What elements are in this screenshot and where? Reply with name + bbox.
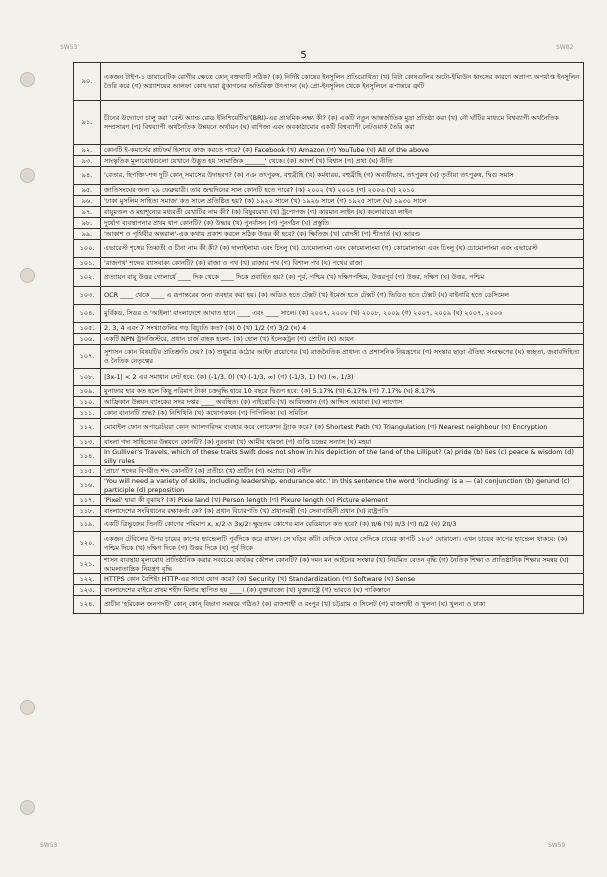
question-number: ১০৫. (74, 323, 101, 334)
question-row (74, 437, 584, 448)
question-number: ৯৮. (74, 218, 101, 229)
question-table-body (74, 63, 584, 614)
question-number: ৯৩. (74, 156, 101, 167)
question-number: ১০৩. (74, 287, 101, 305)
question-text: সুশাসন কোন বিষয়টির প্রতিশ্রুতি দেয়? (ক) শুধুমাত্র কঠোর আইন প্রয়োগের (খ) রাজনৈতিক প্রাধান্য ও প্রশাসনিক নিয়ন্ত্রণের (গ) সংস্কার ছাড়া ঐতিহ্য সংরক্ষণের (ঘ) স্বচ্ছতা, জবাবদিহিতা ও নৈতিক নেতৃত্বের (101, 345, 584, 369)
question-number: ৯১. (74, 101, 101, 145)
question-row (74, 240, 584, 258)
question-text: 'রাজপথ' শব্দের ব্যাসবাক্য কোনটি? (ক) রাজা ও পথ (খ) রাজার পথ (গ) বিশাল পথ (ঘ) পথের রাজা (101, 258, 584, 269)
question-number: ১০০. (74, 240, 101, 258)
question-text: একজন টেবিলের উপর চায়ের কাপের হ্যান্ডেলটি পূর্বদিকে করে রাখল। সে ঘড়ির কাঁটা যেদিকে ঘোরে সেদিকে চায়ের কাপটি ১৮০° ঘোরালো। এখন চায়ের কাপের হ্যান্ডেল থাকবে: (ক) পশ্চিম দিকে (খ) দক্ষিণ দিকে (গ) উত্তর দিকে (ঘ) পূর্ব দিকে (101, 532, 584, 556)
question-number: ৯৪. (74, 167, 101, 185)
question-row (74, 408, 584, 419)
question-number: ১০৬. (74, 334, 101, 345)
question-number: ১০২. (74, 269, 101, 287)
question-row (74, 477, 584, 495)
question-text: OCR ____ থেকে ____ এ রূপান্তরের জন্য ব্যবহার করা হয়। (ক) অডিও হতে টেক্সট (খ) ইমেজ হতে টেক্সট (গ) ভিডিও হতে টেক্সট (ঘ) বাইনারি হতে ডেসিমেল (101, 287, 584, 305)
question-row (74, 269, 584, 287)
hole-1 (20, 72, 35, 87)
question-text: এভারেস্ট শৃঙ্গের তিব্বতী ও চীনা নাম কী কী? (ক) দালাইলামা এবং চিংলু (খ) চোমোলাংমা এবং কোমোলাংমা (গ) কোমোলাংমা এবং চিংলু (ঘ) চোমোলাংমা এবং এভারেস্ট (101, 240, 584, 258)
question-row (74, 258, 584, 269)
question-number: ১০৮. (74, 369, 101, 386)
question-row (74, 156, 584, 167)
question-text: একটি ত্রিভুজের তিনটি কোণের পরিমাণ x, x/2 ও 3x/2। ক্ষুদ্রতম কোণের মান রেডিয়ানে কত হবে? (ক) π/6 (খ) π/3 (গ) π/2 (ঘ) 2π/3 (101, 517, 584, 532)
question-number: ১২১. (74, 556, 101, 574)
question-number: ৯৯. (74, 229, 101, 240)
question-number: ৯৫. (74, 185, 101, 196)
question-row (74, 517, 584, 532)
question-number: ১১৪. (74, 448, 101, 466)
hole-2 (20, 168, 35, 183)
question-text: 'প্রাচ্য' শব্দের বিপরীত শব্দ কোনটি? (ক) প্রতীচ্য (খ) প্রাচীন (গ) অপ্রাচ্য (ঘ) নবীন (101, 466, 584, 477)
question-text: প্রাচীন 'হরিকেল জনপদটি' কোন্ কোন্ বিভাগ সমন্বয়ে গঠিত? (ক) রাজশাহী ও রংপুর (খ) চট্টগ্রাম ও সিলেট (গ) রাজশাহী ও খুলনা (ঘ) খুলনা ও ঢাকা (101, 596, 584, 614)
question-text: চীনের উদ্যোগে চালু করা 'বেল্ট অ্যান্ড রোড ইনিশিয়েটিভ'(BRI)-এর প্রাথমিক লক্ষ্য কী? (ক) একটি নতুন আন্তর্জাতিক মুদ্রা প্রতিষ্ঠা করা (খ) নৌ ঘাঁটির মাধ্যমে বিশ্বব্যাপী অর্থনৈতিক সম্প্রসারণ (গ) বিশ্বব্যাপী অর্থনৈতিক উন্নয়নে অর্থায়ন (ঘ) বাণিজ্য এবং অবকাঠামোর একটি বিশ্বব্যাপী নেটওয়ার্ক তৈরি করা (101, 101, 584, 145)
question-number: ১১৭. (74, 495, 101, 506)
corner-code-bottom-left: SW53 (40, 842, 58, 849)
question-row (74, 323, 584, 334)
question-row (74, 466, 584, 477)
question-number: ১১২. (74, 419, 101, 437)
question-number: ১০৪. (74, 305, 101, 323)
question-row (74, 167, 584, 185)
question-number: ৯৬. (74, 196, 101, 207)
question-text: সাংস্কৃতিক মূল্যবোধগুলো যেখানে উদ্ভূত হয় 'সামাজিক ______' থেকে। (ক) আদর্শ (খ) বিশ্বাস (গ) প্রথা (ঘ) নীতি (101, 156, 584, 167)
question-row (74, 495, 584, 506)
question-text: কোন বানানটি শুদ্ধ? (ক) নিশিথিনি (খ) কথোপকথন (গ) পিপিলিকা (ঘ) সমিচিন (101, 408, 584, 419)
question-row (74, 345, 584, 369)
question-text: 'আকাশ ও পৃথিবীর অন্তরাল'-এক কথায় প্রকাশ করলে সঠিক উত্তর কী হবে? (ক) ক্ষিতিজ (খ) রোদসী (গ) শীতার্ত (ঘ) আরণ্ড (101, 229, 584, 240)
corner-code-top-right: SW82 (556, 44, 574, 51)
question-row (74, 63, 584, 101)
hole-5 (20, 800, 35, 815)
question-text: 2, 3, 4 এবং 7 সংখ্যাগুলির গড় বিচ্যুতি কত? (ক) 0 (খ) 1/2 (গ) 3/2 (ঘ) 4 (101, 323, 584, 334)
question-number: ১১৮. (74, 506, 101, 517)
question-text: জাতিসংঘের জন্য ২৯ ফেব্রুয়ারী। তার জন্মদিনের সাল কোনটি হতে পারে? (ক) ২০০২ (খ) ২০০৪ (গ) ২০০৬ (ঘ) ২০১০ (101, 185, 584, 196)
question-row (74, 369, 584, 386)
question-row (74, 448, 584, 466)
question-row (74, 305, 584, 323)
question-row (74, 574, 584, 585)
question-number: ১২৩. (74, 585, 101, 596)
question-number: ১১৬. (74, 477, 101, 495)
question-number: ৯০. (74, 63, 101, 101)
question-text: প্রত্যায়ন বায়ু উত্তর গোলার্ধে ____ দিক থেকে ____ দিকে প্রবাহিত হয়? (ক) পূর্ব, পশ্চিম (খ) দক্ষিণপশ্চিম, উত্তরপূর্ব (গ) উত্তর, দক্ষিণ (ঘ) উত্তর, পশ্চিম (101, 269, 584, 287)
question-text: দুর্যোগ ব্যবস্থাপনার প্রথম ধাপ কোনটি? (ক) উদ্ধার (খ) পুনর্বাসন (গ) পুনর্গঠন (ঘ) প্রস্তুতি (101, 218, 584, 229)
question-table (73, 62, 584, 614)
question-row (74, 207, 584, 218)
question-number: ৯২. (74, 145, 101, 156)
question-text: HTTPS কোন বৈশিষ্ট্য HTTP-এর সাথে যোগ করে? (ক) Security (খ) Standardization (গ) Software (ঘ) Sense (101, 574, 584, 585)
hole-4 (20, 700, 35, 715)
question-text: বাংলাদেশের সংবিধানের রক্ষাকর্তা কে? (ক) প্রধান বিচারপতি (খ) প্রধানমন্ত্রী (গ) সেনাবাহিনী প্রধান (ঘ) রাষ্ট্রপতি (101, 506, 584, 517)
question-number: ১১১. (74, 408, 101, 419)
question-number: ১০৯. (74, 386, 101, 397)
page-number: 5 (300, 50, 307, 61)
question-row (74, 101, 584, 145)
question-row (74, 218, 584, 229)
question-text: বাংলাদেশের বাইরে প্রথম শহীদ মিনার স্থাপিত হয় ____। (ক) যুক্তরাজ্যে (খ) যুক্তরাষ্ট্রে (গ) ভারতে (ঘ) পাকিস্তানে (101, 585, 584, 596)
question-text: বায়ুমণ্ডল ও মহাশূন্যের মধ্যবর্তী রেখাটির নাম কী? (ক) বিষুবরেখা (খ) ট্রপোপজ (গ) কারমান লাইন (ঘ) কলোরাডো লাইন (101, 207, 584, 218)
question-row (74, 419, 584, 437)
question-number: ১২২. (74, 574, 101, 585)
question-text: মোবাইল ফোন অপারেটররা কোন অ্যালগরিদম ব্যবহার করে লোকেশন ট্র্যাক করে? (ক) Shortest Path (খ) Triangulation (গ) Nearest neighbour (ঘ) Encryption (101, 419, 584, 437)
question-row (74, 145, 584, 156)
question-text: 'Pixel' দ্বারা কী বুঝায়? (ক) Pixie land (খ) Person length (গ) Pixure length (ঘ) Picture element (101, 495, 584, 506)
question-row (74, 185, 584, 196)
question-number: ১০১. (74, 258, 101, 269)
question-text: 'You will need a variety of skills, including leadership, endurance etc.' In this sentence the word 'including' is a — (a) conjunction (b) gerund (c) participle (d) preposition (101, 477, 584, 495)
question-row (74, 196, 584, 207)
question-row (74, 229, 584, 240)
question-number: ১০৭. (74, 345, 101, 369)
question-text: একজন টাইপ-১ ডায়াবেটিক রোগীর ক্ষেত্রে কোন্ বক্তব্যটি সঠিক? (ক) নির্দিষ্ট কোষের ইনসুলিন প্রতিরোধিতা (খ) বিটা কোষগুলির অটো-ইম্যিউন ধ্বংসের কারণে অপ্রাপ্য অপর্যাপ্ত ইনসুলিন তৈরি করে (গ) অগ্ন্যাশয়ের আলফা কোষ দ্বারা গ্লুকাগনের অতিরিক্ত উৎপাদন (ঘ) প্রো-ইনসুলিন থেকে ইনসুলিনে রূপান্তরে ত্রুটি (101, 63, 584, 101)
corner-code-top-left: SW53' (60, 44, 80, 51)
question-number: ১১৯. (74, 517, 101, 532)
question-text: শাসন ব্যবস্থায় মূল্যবোধ প্রাতিষ্ঠানিক করার সবচেয়ে কার্যকর কৌশল কোনটি? (ক) দমন মন আইনের সংস্কার (খ) নিয়মিত বেতন বৃদ্ধি (গ) নৈতিক শিক্ষা ও প্রাতিষ্ঠানিক শিক্ষার সমন্বয় (ঘ) আমলাতান্ত্রিক নিয়ন্ত্রণ বৃদ্ধি (101, 556, 584, 574)
question-number: ১২০. (74, 532, 101, 556)
question-row (74, 334, 584, 345)
question-row (74, 532, 584, 556)
question-row (74, 556, 584, 574)
question-row (74, 397, 584, 408)
question-number: ১১০. (74, 397, 101, 408)
question-text: মুর্বিকড, সিডর ও 'আইলা' বাংলাদেশে আঘাত হানে ____ এবং ____ সালে। (ক) ২০০৭, ২০০৮ (খ) ২০০৮, ২০০৯ (গ) ২০০৭, ২০০৯ (ঘ) ২০০৭, ২০০৬ (101, 305, 584, 323)
question-text: বাংলা গদ্য সাহিত্যের উন্নয়নে কোনটি? (ক) নুরনামা (খ) আমীর হামজা (গ) গুপ্তি চন্দ্রের সন্যাস (ঘ) মহয়া (101, 437, 584, 448)
question-row (74, 585, 584, 596)
question-text: |3x-1| < 2 এর সমাধান সেট হবে: (ক) (-1/3, 0) (খ) (-1/3, ∞) (গ) (-1/3, 1) (ঘ) (∞, 1/3) (101, 369, 584, 386)
question-text: 'বেতার, হিপক্তি'-শব্দ দুটি কোন্ সমাসের উদাহরণ? (ক) নঞ তৎপুরুষ, বহুব্রীহি (খ) কর্মধারয়, বহুব্রীহি (গ) অব্যয়ীভাব, তৎপুরুষ (ঘ) তৃতীয়া তৎপুরুষ, দ্বিগু সমাস (101, 167, 584, 185)
question-text: আফ্রিকান উন্নয়ন ব্যাংকের সদর দপ্তর ____ অবস্থিত। (ক) নাইরোবি (খ) আবিদজান (গ) আদ্দিস আবাবা (ঘ) লাগোস (101, 397, 584, 408)
question-row (74, 287, 584, 305)
question-number: ৯৭. (74, 207, 101, 218)
corner-code-bottom-right: SW59 (548, 842, 566, 849)
question-row (74, 506, 584, 517)
question-text: মুনাফার হার কত হলে কিছু পরিমাণ টাকা চক্রবৃদ্ধি হারে 10 বছরে দ্বিগুণ হবে: (ক) 5.17% (খ) 6.17% (গ) 7.17% (ঘ) 8.17% (101, 386, 584, 397)
question-text: একটি NPN ট্রানজিস্টরে, প্রধান চার্জ বাহক হলো- (ক) হোল (খ) ইলেকট্রন (গ) প্রোটন (ঘ) আয়ন (101, 334, 584, 345)
question-text: In Gulliver's Travels, which of these traits Swift does not show in his depiction of the land of the Lilliput? (a) pride (b) lies (c) peace & wisdom (d) silly rules (101, 448, 584, 466)
question-row (74, 386, 584, 397)
question-row (74, 596, 584, 614)
hole-3 (20, 268, 35, 283)
question-number: ১২৪. (74, 596, 101, 614)
question-number: ১১৫. (74, 466, 101, 477)
question-number: ১১৩. (74, 437, 101, 448)
question-text: কোনটি ই-কমার্সের প্লাটফর্ম হিসাবে কাজ করতে পারে? (ক) Facebook (খ) Amazon (গ) YouTube (ঘ) All of the above (101, 145, 584, 156)
question-text: 'ঢাকা মুসলিম সাহিত্য সমাজ' কত সালে প্রতিষ্ঠিত হয়? (ক) ১৯২০ সালে (খ) ১৯২৬ সালে (গ) ১৯২৫ সালে (ঘ) ১৯৩০ সালে (101, 196, 584, 207)
